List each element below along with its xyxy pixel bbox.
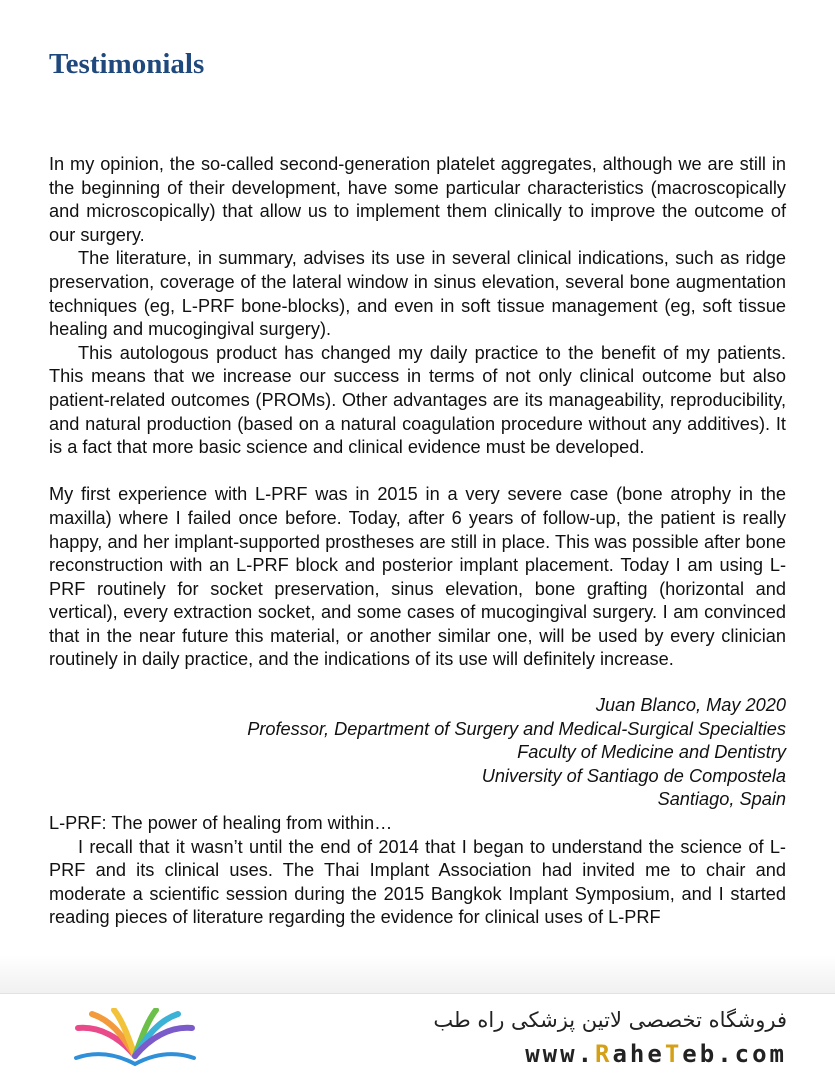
open-book-logo-icon bbox=[70, 1008, 200, 1070]
testimonial-1-paragraph-1: In my opinion, the so-called second-generation platelet aggregates, although we are still in the beginning of their development, have some particular characteristics (macroscopically and microscopically) that allow us to implement them clinically to improve the outcome of our surgery. bbox=[49, 154, 786, 245]
signature-name-date: Juan Blanco, May 2020 bbox=[595, 695, 786, 716]
url-prefix: www. bbox=[525, 1040, 596, 1068]
url-highlight-t: T bbox=[664, 1040, 683, 1068]
signature-faculty: Faculty of Medicine and Dentistry bbox=[517, 742, 786, 763]
url-suffix: eb.com bbox=[682, 1040, 787, 1068]
testimonial-2-heading: L-PRF: The power of healing from within… bbox=[49, 813, 393, 834]
watermark-footer bbox=[0, 993, 835, 1081]
testimonial-2-paragraph-1: I recall that it wasn’t until the end of 2014 that I began to understand the science of L-PRF and its clinical uses. The Thai Implant Association had invited me to chair and moderate a scientific session during the 2015 Bangkok Implant Symposium, and I started reading pieces of literature regarding the evidence for clinical uses of L-PRF bbox=[49, 836, 786, 928]
signature-university: University of Santiago de Compostela bbox=[481, 765, 786, 786]
url-highlight-r: R bbox=[595, 1040, 613, 1068]
testimonial-1-paragraph-3: This autologous product has changed my daily practice to the benefit of my patients. This means that we increase our success in terms of not only clinical outcome but also patient-related outcomes (PROMs). Other advantages are its manageability, reproducibility, and natural production (based on a natural coagulation procedure without any additives). It is a fact that more basic science and clinical evidence must be developed. bbox=[49, 342, 786, 458]
footer-persian-text: فروشگاه تخصصی لاتین پزشکی راه طب bbox=[433, 1008, 787, 1032]
signature-location: Santiago, Spain bbox=[657, 789, 786, 810]
signature-block bbox=[49, 694, 786, 812]
signature-position: Professor, Department of Surgery and Medical-Surgical Specialties bbox=[247, 718, 786, 739]
footer-website-url bbox=[525, 1040, 787, 1068]
testimonial-1-paragraph-2: The literature, in summary, advises its use in several clinical indications, such as ridge preservation, coverage of the lateral window in sinus elevation, several bone augmentation techniques (eg, L-PRF bone-blocks), and even in soft tissue management (eg, soft tissue healing and mucogingival surgery). bbox=[49, 248, 786, 340]
testimonial-1-paragraph-4: My first experience with L-PRF was in 2015 in a very severe case (bone atrophy in the maxilla) where I failed once before. Today, after 6 years of follow-up, the patient is really happy, and her implant-supported prostheses are still in place. This was possible after bone reconstruction with an L-PRF block and posterior implant placement. Today I am using L-PRF routinely for socket preservation, sinus elevation, bone grafting (horizontal and vertical), every extraction socket, and some cases of mucogingival surgery. I am convinced that in the near future this material, or another similar one, will be used by every clinician routinely in daily practice, and the indications of its use will definitely increase. bbox=[49, 484, 786, 670]
page-title: Testimonials bbox=[49, 48, 205, 80]
document-body bbox=[49, 153, 786, 930]
url-middle: ahe bbox=[612, 1040, 665, 1068]
